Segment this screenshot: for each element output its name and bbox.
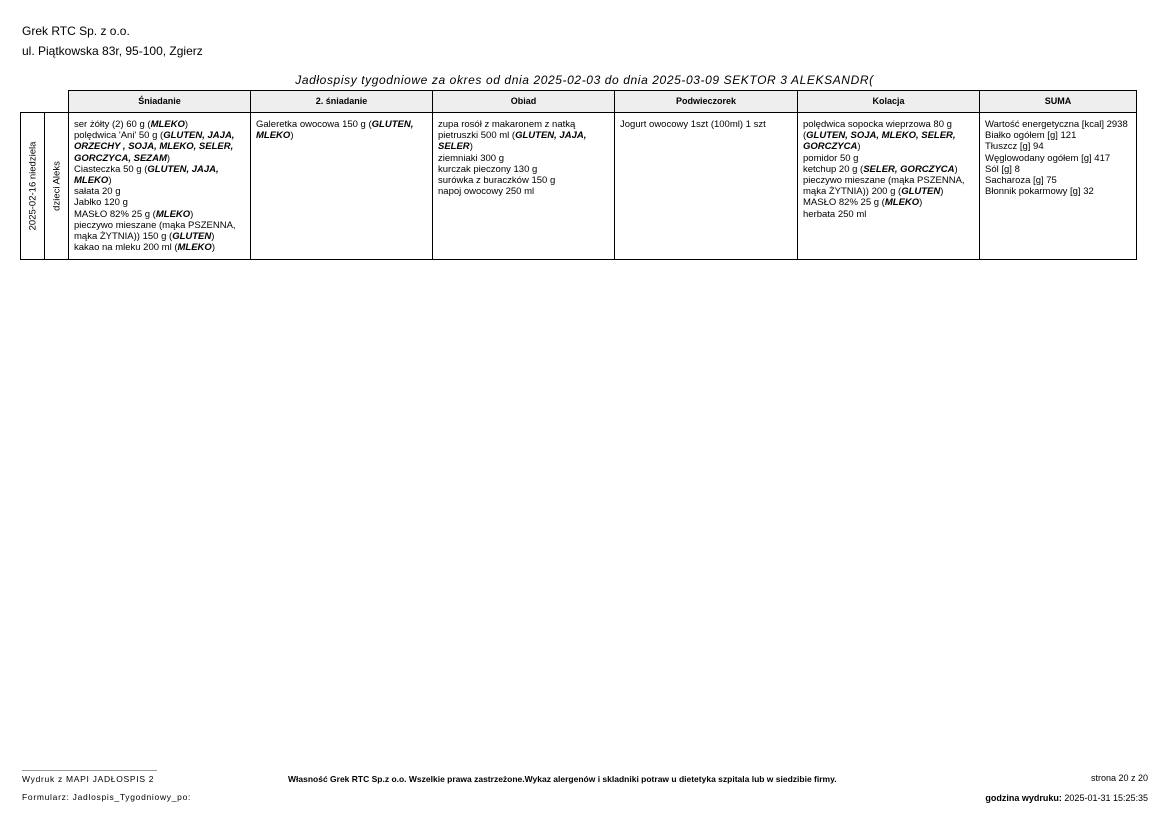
nutrition-line: Sacharoza [g] 75 [985,175,1057,187]
dish-text: napoj owocowy 250 ml [438,186,535,198]
dish-text: Ciasteczka 50 g ( [74,163,148,175]
dish-text: ( [803,130,807,142]
dish-text: ) [190,208,194,220]
date-cell [21,113,45,260]
dish-text: mąka ŻYTNIA)) 150 g ( [74,231,173,243]
menu-line [438,153,610,164]
column-header-obiad: Obiad [433,91,615,113]
menu-line [74,220,246,231]
menu-line [74,209,246,220]
dish-text: ser żółty (2) 60 g ( [74,119,151,130]
blank-header [45,91,69,113]
allergen-text: GORCZYCA [803,141,858,153]
allergen-text: MLEKO [884,197,920,209]
page-number: strona 20 z 20 [1090,773,1148,783]
dish-text: ) [211,242,215,254]
menu-line [803,130,975,141]
menu-line [438,141,610,152]
document-title: Jadłospisy tygodniowe za okres od dnia 2025-02-03 do dnia 2025-03-09 SEKTOR 3 ALEKSANDR( [295,73,874,87]
table-row [21,113,1137,260]
column-header-podwieczorek: Podwieczorek [615,91,798,113]
column-header-kolacja: Kolacja [798,91,980,113]
dish-text: ) [290,130,294,142]
dish-text: ) [166,152,171,164]
allergen-text: ORZECHY , SOJA, MLEKO, SELER, [74,141,234,153]
dish-text: zupa rosół z makaronem z natką [438,119,576,130]
dish-text: Jabłko 120 g [74,197,128,209]
allergen-text: GORCZYCA, SEZAM [74,152,167,164]
print-time-value: 2025-01-31 15:25:35 [1064,793,1148,803]
menu-line [803,186,975,197]
allergen-text: MLEKO [256,130,291,142]
dish-text: ) [108,175,112,187]
footer-ownership-note: Własność Grek RTC Sp.z o.o. Wszelkie prawa zastrzeżone.Wykaz alergenów i skladniki potraw u dietetyka szpitala lub w siedzibie firmy. [288,774,837,784]
allergen-text: GLUTEN [172,231,212,243]
dish-text: ) [940,186,944,198]
dish-text: surówka z buraczków 150 g [438,175,556,187]
menu-line [438,119,610,130]
dish-text: ketchup 20 g ( [803,163,864,175]
dish-text: kakao na mleku 200 ml ( [74,242,178,254]
dish-text: ) [184,119,189,130]
dish-text: ) [857,141,861,153]
podwieczorek-cell [615,113,798,260]
allergen-text: MLEKO [177,242,212,254]
dish-text: pieczywo mieszane (mąka PSZENNA, [803,175,965,187]
menu-line [74,197,246,208]
dish-text: MASŁO 82% 25 g ( [803,197,885,209]
dish-text: Jogurt owocowy 1szt (100ml) 1 szt [620,119,766,130]
dish-text: pietruszki 500 ml ( [438,130,516,142]
obiad-cell [433,113,615,260]
menu-line [74,242,246,253]
drugie-sniadanie-cell [251,113,433,260]
footer-divider [22,770,157,771]
allergen-text: SELER [438,141,470,153]
menu-line [74,186,246,197]
dish-text: pieczywo mieszane (mąka PSZENNA, [74,219,236,231]
menu-line [803,153,975,164]
menu-line [438,130,610,141]
menu-table [20,90,1137,260]
sniadanie-cell [69,113,251,260]
group-cell [45,113,69,260]
company-name: Grek RTC Sp. z o.o. [22,24,130,38]
nutrition-line: Błonnik pokarmowy [g] 32 [985,186,1094,198]
menu-line [438,186,610,197]
menu-line [74,119,246,130]
dish-text: pomidor 50 g [803,152,859,164]
menu-line [74,164,246,175]
menu-line [74,130,246,141]
dish-text: kurczak pieczony 130 g [438,163,538,175]
print-time [985,793,1148,803]
allergen-text: GLUTEN [901,186,941,198]
kolacja-cell [798,113,980,260]
menu-line [256,130,428,141]
footer-print-label: Wydruk z MAPI JADŁOSPIS 2 [22,774,155,784]
allergen-text: MLEKO [150,119,185,130]
header-row [21,91,1137,113]
dish-text: polędwica sopocka wieprzowa 80 g [803,119,952,130]
date-label: 2025-02-16 niedziela [26,141,38,231]
dish-text: MASŁO 82% 25 g ( [74,208,156,220]
menu-line [74,141,246,152]
menu-line [74,231,246,242]
dish-text: ) [469,141,473,153]
footer-form-label: Formularz: Jadlospis_Tygodniowy_po: [22,792,192,802]
nutrition-line: Sól [g] 8 [985,163,1020,175]
menu-line [438,175,610,186]
column-header-suma: SUMA [980,91,1137,113]
allergen-text: SELER, GORCZYCA [863,163,955,175]
suma-cell [980,113,1137,260]
menu-line [803,164,975,175]
dish-text: polędwica 'Ani' 50 g ( [74,130,164,142]
menu-line [803,197,975,208]
nutrition-line: Węglowodany ogółem [g] 417 [985,152,1111,164]
menu-line [256,119,428,130]
column-header-sniadanie: Śniadanie [69,91,251,113]
dish-text: sałata 20 g [74,186,121,198]
menu-line [803,119,975,130]
allergen-text: MLEKO [74,175,109,187]
nutrition-line: Białko ogółem [g] 121 [985,130,1077,142]
menu-line [74,175,246,186]
allergen-text: GLUTEN, [371,119,414,130]
allergen-text: GLUTEN, JAJA, [163,130,235,142]
dish-text: Galeretka owocowa 150 g ( [256,119,372,130]
print-time-label: godzina wydruku: [985,793,1062,803]
dish-text: ) [211,231,215,243]
nutrition-line: Wartość energetyczna [kcal] 2938 [985,119,1128,130]
group-label: dzieci Aleks [50,161,62,211]
menu-line [803,175,975,186]
allergen-text: GLUTEN, JAJA, [147,163,219,175]
menu-line [438,164,610,175]
dish-text: mąka ŻYTNIA)) 200 g ( [803,186,902,198]
company-address: ul. Piątkowska 83r, 95-100, Zgierz [22,44,203,58]
nutrition-line: Tłuszcz [g] 94 [985,141,1044,153]
allergen-text: GLUTEN, JAJA, [515,130,587,142]
dish-text: herbata 250 ml [803,208,867,220]
menu-line [620,119,793,130]
allergen-text: GLUTEN, SOJA, MLEKO, SELER, [806,130,956,142]
menu-line [803,209,975,220]
blank-header [21,91,45,113]
allergen-text: MLEKO [155,208,191,220]
dish-text: ) [954,163,958,175]
column-header-drugie-sniadanie: 2. śniadanie [251,91,433,113]
menu-line [803,141,975,152]
menu-line [74,153,246,164]
dish-text: ziemniaki 300 g [438,152,505,164]
dish-text: ) [919,197,923,209]
